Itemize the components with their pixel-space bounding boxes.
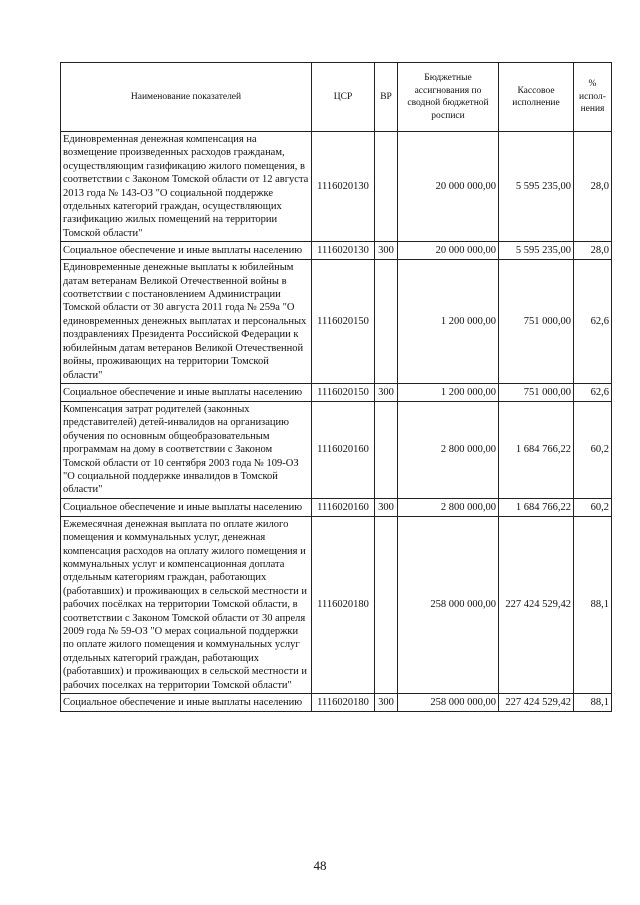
row-percent: 62,6 [574, 260, 612, 384]
row-vr: 300 [375, 383, 398, 401]
row-csr: 1116020160 [312, 401, 375, 498]
row-vr [375, 401, 398, 498]
header-csr: ЦСР [312, 63, 375, 132]
row-vr: 300 [375, 694, 398, 712]
row-executed: 1 684 766,22 [499, 498, 574, 516]
row-assigned: 258 000 000,00 [398, 694, 499, 712]
row-name: Социальное обеспечение и иные выплаты населению [61, 242, 312, 260]
header-executed: Кассовое исполнение [499, 63, 574, 132]
row-percent: 60,2 [574, 498, 612, 516]
header-vr: ВР [375, 63, 398, 132]
row-csr: 1116020150 [312, 260, 375, 384]
table-row [61, 260, 612, 384]
row-csr: 1116020160 [312, 498, 375, 516]
header-assigned: Бюджетные ассигнования по сводной бюджетной росписи [398, 63, 499, 132]
table-header-row [61, 63, 612, 132]
row-csr: 1116020150 [312, 383, 375, 401]
row-executed: 5 595 235,00 [499, 242, 574, 260]
row-name: Социальное обеспечение и иные выплаты населению [61, 498, 312, 516]
header-name: Наименование показателей [61, 63, 312, 132]
row-executed: 227 424 529,42 [499, 516, 574, 693]
row-vr [375, 516, 398, 693]
row-vr: 300 [375, 498, 398, 516]
row-csr: 1116020180 [312, 694, 375, 712]
row-executed: 227 424 529,42 [499, 694, 574, 712]
row-executed: 751 000,00 [499, 383, 574, 401]
row-assigned: 20 000 000,00 [398, 132, 499, 242]
row-csr: 1116020130 [312, 242, 375, 260]
table-row [61, 694, 612, 712]
row-percent: 88,1 [574, 516, 612, 693]
row-name: Единовременные денежные выплаты к юбилейным датам ветеранам Великой Отечественной войны в соответствии с постановлением Администрации Томской области от 30 августа 2011 года № 259а "О единовременных денежных выплатах и персональных поздравлениях Президента Российской Федерации к юбилейным датам ветеранов Великой Отечественной войны, проживающих на территории Томской области" [61, 260, 312, 384]
budget-execution-table [60, 62, 612, 712]
row-assigned: 1 200 000,00 [398, 260, 499, 384]
row-assigned: 1 200 000,00 [398, 383, 499, 401]
row-percent: 28,0 [574, 242, 612, 260]
row-name: Социальное обеспечение и иные выплаты населению [61, 383, 312, 401]
header-percent: % испол-нения [574, 63, 612, 132]
row-vr [375, 260, 398, 384]
row-executed: 5 595 235,00 [499, 132, 574, 242]
row-assigned: 2 800 000,00 [398, 401, 499, 498]
row-name: Социальное обеспечение и иные выплаты населению [61, 694, 312, 712]
row-percent: 88,1 [574, 694, 612, 712]
table-row [61, 132, 612, 242]
row-executed: 1 684 766,22 [499, 401, 574, 498]
row-vr [375, 132, 398, 242]
page-number: 48 [313, 858, 327, 873]
row-percent: 28,0 [574, 132, 612, 242]
row-assigned: 258 000 000,00 [398, 516, 499, 693]
row-percent: 62,6 [574, 383, 612, 401]
row-name: Ежемесячная денежная выплата по оплате жилого помещения и коммунальных услуг, денежная компенсация расходов на оплату жилого помещения и коммунальных услуг и компенсационная доплата отдельным категориям граждан, работающих (работавших) и проживающих в сельской местности и рабочих посёлках на территории Томской области, в соответствии с Законом Томской области от 30 апреля 2009 года № 59-ОЗ "О мерах социальной поддержки по оплате жилого помещения и коммунальных услуг отдельных категорий граждан, работающих (работавших) и проживающих в сельской местности и рабочих поселках на территории Томской области" [61, 516, 312, 693]
table-row [61, 383, 612, 401]
table-row [61, 242, 612, 260]
table-row [61, 498, 612, 516]
table-row [61, 401, 612, 498]
row-assigned: 2 800 000,00 [398, 498, 499, 516]
row-csr: 1116020130 [312, 132, 375, 242]
row-vr: 300 [375, 242, 398, 260]
row-name: Единовременная денежная компенсация на возмещение произведенных расходов гражданам, осуществляющим газификацию жилого помещения, в соответствии с Законом Томской области от 12 августа 2013 года № 143-ОЗ "О социальной поддержке отдельных категорий граждан, осуществляющих газификацию жилых помещений на территории Томской области" [61, 132, 312, 242]
row-csr: 1116020180 [312, 516, 375, 693]
row-percent: 60,2 [574, 401, 612, 498]
table-row [61, 516, 612, 693]
row-executed: 751 000,00 [499, 260, 574, 384]
row-assigned: 20 000 000,00 [398, 242, 499, 260]
row-name: Компенсация затрат родителей (законных представителей) детей-инвалидов на организацию обучения по основным общеобразовательным программам на дому в соответствии с Законом Томской области от 10 сентября 2003 года № 109-ОЗ "О социальной поддержке инвалидов в Томской области" [61, 401, 312, 498]
